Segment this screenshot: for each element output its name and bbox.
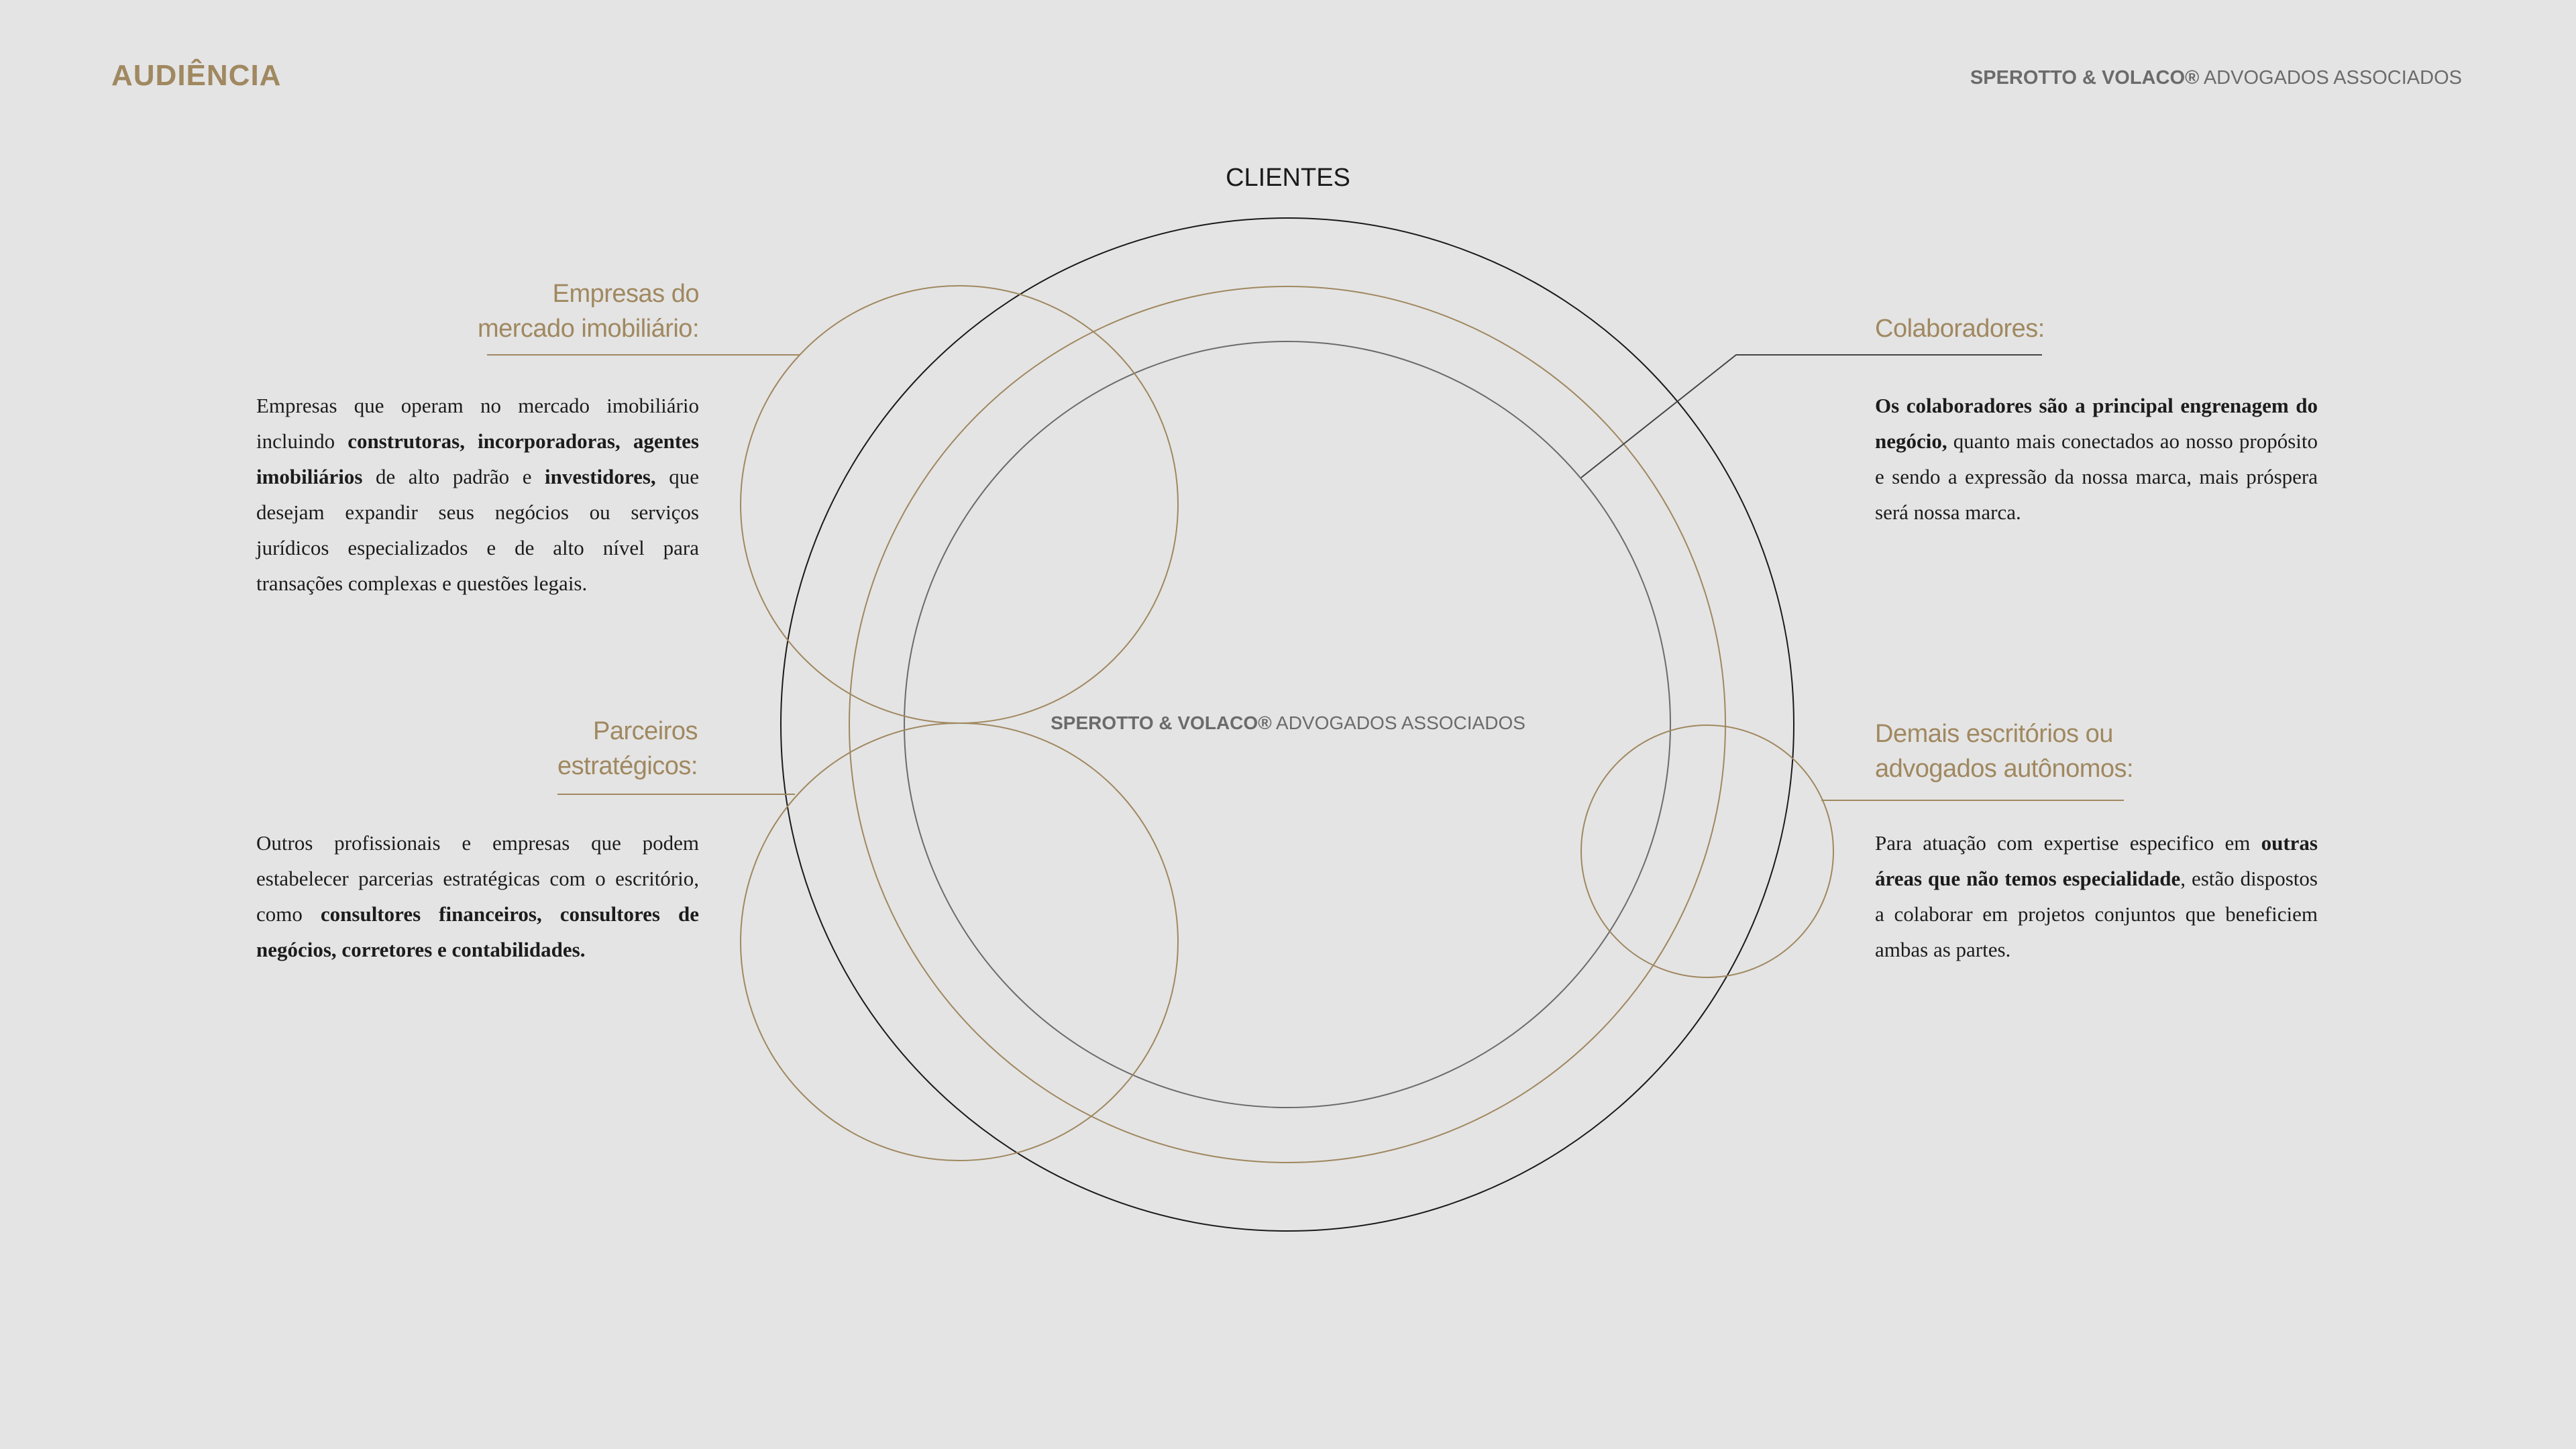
heading-escritorios	[1875, 716, 2251, 786]
heading-imobiliario	[402, 276, 699, 346]
heading-parceiros-line1: Parceiros	[593, 717, 698, 745]
body-text-segment: de alto padrão e	[362, 465, 545, 488]
body-escritorios	[1875, 825, 2318, 967]
heading-escritorios-line1: Demais escritórios ou	[1875, 720, 2113, 748]
body-text-segment: Para atuação com expertise especifico em	[1875, 831, 2261, 855]
circle-imobiliario	[741, 286, 1178, 723]
circle-parceiros	[741, 723, 1178, 1161]
heading-escritorios-line2: advogados autônomos:	[1875, 755, 2134, 783]
body-text-segment: Empresas que operam no mercado imobiliário incluindo	[256, 394, 699, 453]
heading-parceiros	[402, 714, 698, 784]
heading-parceiros-line2: estratégicos:	[557, 752, 698, 780]
diagram-center-brand	[973, 712, 1603, 734]
page-title: AUDIÊNCIA	[111, 59, 282, 92]
heading-colaboradores	[1875, 311, 2210, 346]
center-brand-suffix: ADVOGADOS ASSOCIADOS	[1271, 712, 1525, 733]
body-text-segment: Outros profissionais e empresas que podem estabelecer parcerias estratégicas com o escritório, como	[256, 831, 699, 926]
body-text-bold: consultores financeiros, consultores de negócios, corretores e contabilidades.	[256, 902, 700, 961]
heading-imobiliario-line1: Empresas do	[552, 280, 699, 308]
body-text-bold: construtoras, incorporadoras, agentes imobiliários	[256, 429, 699, 488]
body-text-bold: investidores,	[545, 465, 656, 488]
diagram-center-title: CLIENTES	[1226, 164, 1350, 192]
body-text-bold: outras áreas que não temos especialidade	[1875, 831, 2318, 890]
body-parceiros	[256, 825, 699, 967]
heading-imobiliario-line2: mercado imobiliário:	[477, 315, 699, 343]
body-text-segment: que desejam expandir seus negócios ou serviços jurídicos especializados e de alto nível para transações complexas e questões legais.	[256, 465, 699, 595]
body-text-segment: quanto mais conectados ao nosso propósito e sendo a expressão da nossa marca, mais próspera será nossa marca.	[1875, 429, 2318, 524]
body-text-segment: , estão dispostos a colaborar em projetos conjuntos que beneficiem ambas as partes.	[1875, 867, 2318, 961]
body-imobiliario	[256, 388, 699, 601]
body-colaboradores	[1875, 388, 2318, 530]
body-text-bold: Os colaboradores são a principal engrenagem do negócio,	[1875, 394, 2318, 453]
brand-name: SPEROTTO & VOLACO®	[1970, 67, 2200, 89]
heading-colaboradores-line1: Colaboradores:	[1875, 315, 2045, 343]
center-brand-name: SPEROTTO & VOLACO®	[1051, 712, 1272, 733]
brand-suffix: ADVOGADOS ASSOCIADOS	[2199, 67, 2462, 89]
